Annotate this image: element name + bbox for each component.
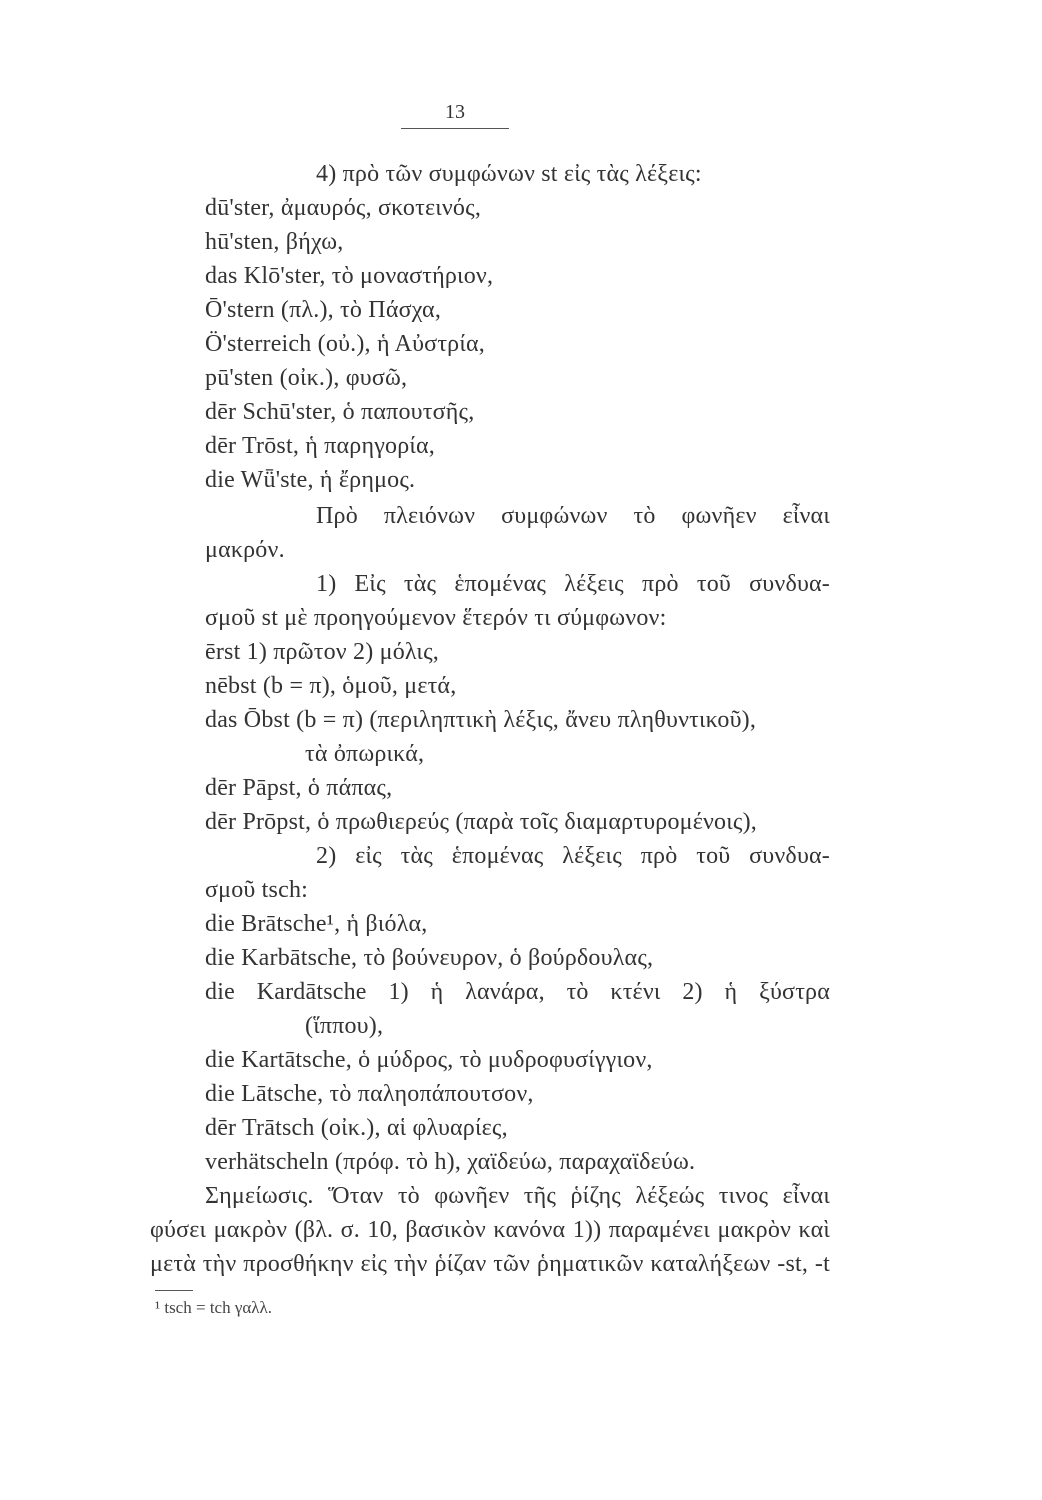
text-line: dēr Trātsch (οἰκ.), αἱ φλυαρίες, (205, 1115, 508, 1141)
text-line: (ἵππου), (305, 1013, 384, 1039)
note-line: φύσει μακρὸν (βλ. σ. 10, βασικὸν κανόνα 1)) παραμένει μακρὸν καὶ (150, 1217, 830, 1243)
text-line: dēr Schū'ster, ὁ παπουτσῆς, (205, 399, 475, 425)
note-line: Σημείωσις. Ὅταν τὸ φωνῆεν τῆς ῥίζης λέξεώς τινος εἶναι (205, 1183, 830, 1209)
header-rule (401, 128, 509, 129)
text-line: dū'ster, ἀμαυρός, σκοτεινός, (205, 195, 482, 221)
text-line: Πρὸ πλειόνων συμφώνων τὸ φωνῆεν εἶναι (316, 503, 830, 529)
text-line: τὰ ὀπωρικά, (305, 741, 425, 767)
text-line: das Klō'ster, τὸ μοναστήριον, (205, 263, 494, 289)
text-line: die Wǖ'ste, ἡ ἔρημος. (205, 467, 416, 493)
text-line: ērst 1) πρῶτον 2) μόλις, (205, 639, 439, 665)
page-number: 13 (445, 101, 465, 123)
text-line: 2) εἰς τὰς ἑπομένας λέξεις πρὸ τοῦ συνδυα- (316, 843, 830, 869)
footnote-rule (155, 1290, 193, 1291)
text-line: die Kartātsche, ὁ μύδρος, τὸ μυδροφυσίγγιον, (205, 1047, 653, 1073)
text-line: dēr Prōpst, ὁ πρωθιερεύς (παρὰ τοῖς διαμαρτυρομένοις), (205, 809, 758, 835)
text-line: die Lātsche, τὸ παληοπάπουτσον, (205, 1081, 534, 1107)
text-line: 4) πρὸ τῶν συμφώνων st εἰς τὰς λέξεις: (316, 161, 702, 187)
text-line: pū'sten (οἰκ.), φυσῶ, (205, 365, 408, 391)
text-line: σμοῦ tsch: (205, 877, 309, 903)
text-line: die Brātsche¹, ἡ βιόλα, (205, 911, 428, 937)
text-line: das Ōbst (b = π) (περιληπτικὴ λέξις, ἄνευ πληθυντικοῦ), (205, 707, 757, 733)
text-line: Ō'stern (πλ.), τὸ Πάσχα, (205, 297, 442, 323)
text-line: σμοῦ st μὲ προηγούμενον ἕτερόν τι σύμφωνον: (205, 605, 667, 631)
text-line: 1) Εἰς τὰς ἑπομένας λέξεις πρὸ τοῦ συνδυα- (316, 571, 830, 597)
text-line: μακρόν. (205, 537, 285, 563)
text-line: die Karbātsche, τὸ βούνευρον, ὁ βούρδουλας, (205, 945, 654, 971)
text-line: nēbst (b = π), ὁμοῦ, μετά, (205, 673, 457, 699)
text-line: hū'sten, βήχω, (205, 229, 344, 255)
text-line: dēr Pāpst, ὁ πάπας, (205, 775, 393, 801)
text-line: verhätscheln (πρόφ. τὸ h), χαϊδεύω, παραχαϊδεύω. (205, 1149, 696, 1175)
text-line: dēr Trōst, ἡ παρηγορία, (205, 433, 436, 459)
note-line: μετὰ τὴν προσθήκην εἰς τὴν ῥίζαν τῶν ῥηματικῶν καταλήξεων -st, -t (150, 1251, 830, 1277)
text-line: die Kardātsche 1) ἡ λανάρα, τὸ κτένι 2) ἡ ξύστρα (205, 979, 830, 1005)
footnote: ¹ tsch = tch γαλλ. (155, 1298, 272, 1317)
text-line: Ö'sterreich (οὐ.), ἡ Αὐστρία, (205, 331, 485, 357)
